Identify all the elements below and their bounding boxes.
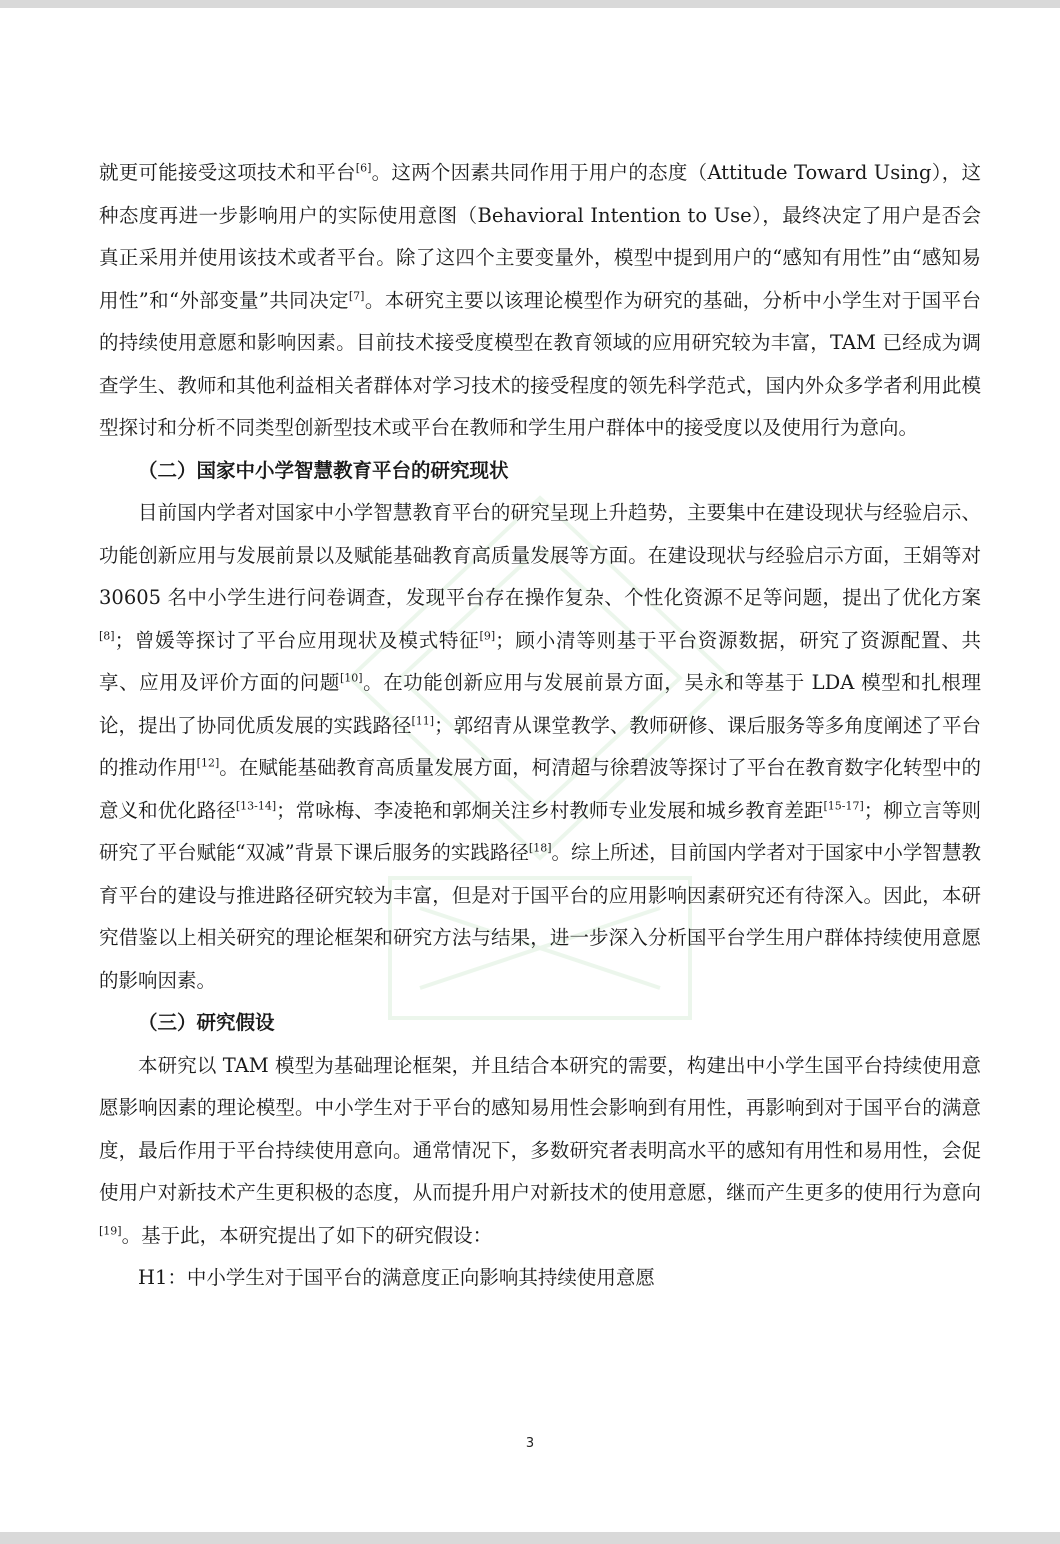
page-number: 3 [525,1436,535,1451]
paragraph-tam-description [99,152,981,450]
citation-ref: [19] [99,1224,122,1237]
citation-ref: [9] [479,629,496,642]
hypothesis-h1: H1：中小学生对于国平台的满意度正向影响其持续使用意愿 [138,1266,655,1289]
citation-ref: [13-14] [235,799,277,812]
text-run: 。在功能创新应用与发展前景方面，吴永和等基于 LDA 模型和扎根理论，提出了协同优质发展的实践路径 [99,671,981,737]
citation-ref: [11] [411,714,435,727]
text-run: ；郭绍青从课堂教学、教师研修、课后服务等多角度阐述了平台的推动作用 [99,713,981,779]
citation-ref: [18] [528,841,552,855]
text-run: ；曾媛等探讨了平台应用现状及模式特征 [114,628,480,652]
paragraph-research-status [99,492,981,1002]
text-run: 。在赋能基础教育高质量发展方面，柯清超与徐碧波等探讨了平台在教育数字化转型中的意义和优化路径 [99,756,981,822]
section-heading-research-status: （二）国家中小学智慧教育平台的研究现状 [138,458,509,482]
text-run: 本研究以 TAM 模型为基础理论框架，并且结合本研究的需要，构建出中小学生国平台持续使用意愿影响因素的理论模型。中小学生对于平台的感知易用性会影响到有用性，再影响到对于国平台的满意度，最后作用于平台持续使用意向。通常情况下，多数研究者表明高水平的感知有用性和易用性，会促使用户对新技术产生更积极的态度，从而提升用户对新技术的使用意愿，继而产生更多的使用行为意向 [99,1053,981,1204]
text-run: ；柳立言等则研究了平台赋能“双减”背景下课后服务的实践路径 [99,798,981,864]
document-page [0,8,1060,1532]
text-run: 。这两个因素共同作用于用户的态度（Attitude Toward Using），这种态度再进一步影响用户的实际使用意图（Behavioral Intention to Use），最终决定了用户是否会真正采用并使用该技术或者平台。除了这四个主要变量外，模型中提到用户的“感知有用性”由“感知易用性”和“外部变量”共同决定 [99,161,981,312]
text-run: ；常咏梅、李凌艳和郭炯关注乡村教师专业发展和城乡教育差距 [276,798,824,822]
text-run: ；顾小清等则基于平台资源数据，研究了资源配置、共享、应用及评价方面的问题 [99,628,981,694]
paragraph-hypotheses-intro [99,1045,981,1258]
text-run: 。综上所述，目前国内学者对于国家中小学智慧教育平台的建设与推进路径研究较为丰富，但是对于国平台的应用影响因素研究还有待深入。因此，本研究借鉴以上相关研究的理论框架和研究方法与结果，进一步深入分析国平台学生用户群体持续使用意愿的影响因素。 [99,841,981,992]
citation-ref: [6] [355,161,372,175]
section-heading-hypotheses: （三）研究假设 [138,1011,275,1034]
citation-ref: [15-17] [823,799,864,812]
text-run: 。基于此，本研究提出了如下的研究假设： [121,1223,493,1247]
text-run: 目前国内学者对国家中小学智慧教育平台的研究呈现上升趋势，主要集中在建设现状与经验启示、功能创新应用与发展前景以及赋能基础教育高质量发展等方面。在建设现状与经验启示方面，王娟等对 30605 名中小学生进行问卷调查，发现平台存在操作复杂、个性化资源不足等问题，提出了优化方案 [99,501,981,609]
text-run: 。本研究主要以该理论模型作为研究的基础，分析中小学生对于国平台的持续使用意愿和影响因素。目前技术接受度模型在教育领域的应用研究较为丰富，TAM 已经成为调查学生、教师和其他利益相关者群体对学习技术的接受程度的领先科学范式，国内外众多学者利用此模型探讨和分析不同类型创新型技术或平台在教师和学生用户群体中的接受度以及使用行为意向。 [99,288,981,439]
citation-ref: [12] [196,756,220,770]
citation-ref: [8] [99,629,115,642]
body-text [99,152,981,1300]
citation-ref: [7] [348,289,365,302]
text-run: 就更可能接受这项技术和平台 [99,161,356,184]
citation-ref: [10] [339,671,363,685]
